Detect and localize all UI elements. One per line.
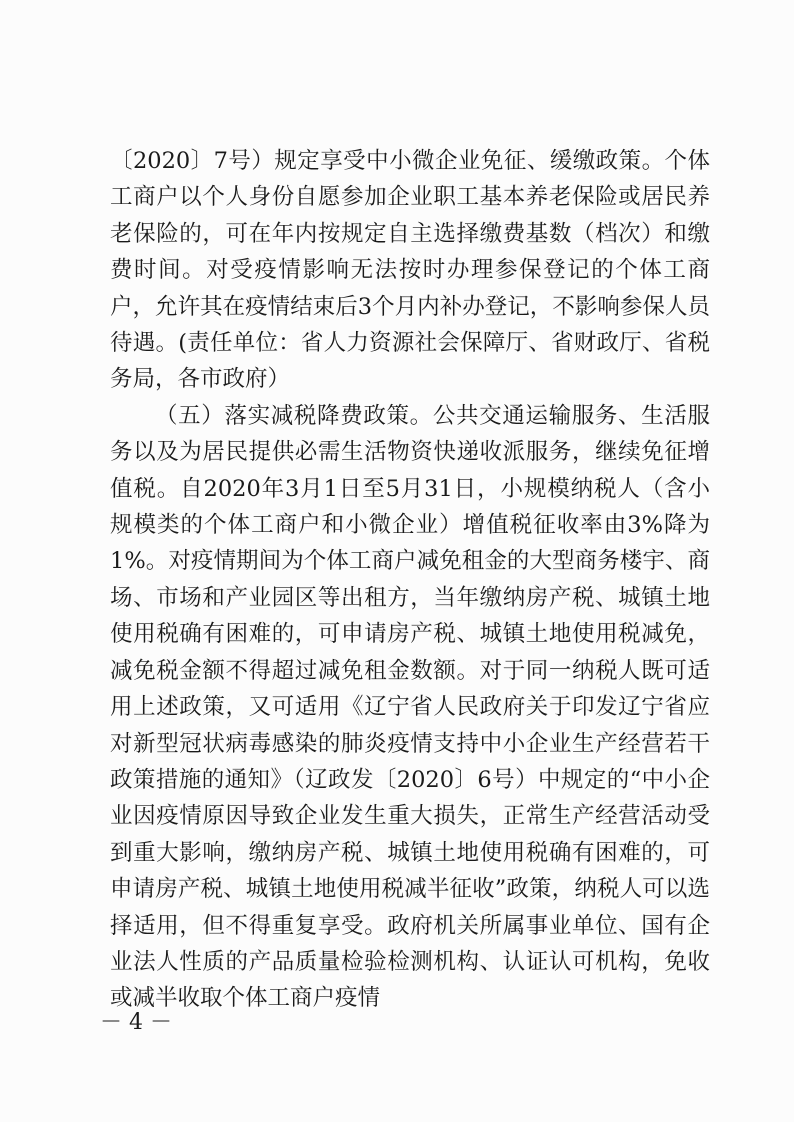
body-text	[110, 143, 710, 1017]
page-number: － 4 －	[100, 1010, 172, 1035]
paragraph-2: （五）落实减税降费政策。公共交通运输服务、生活服务以及为居民提供必需生活物资快递收派服务，继续免征增值税。自2020年3月1日至5月31日，小规模纳税人（含小规模类的个体工商户和小微企业）增值税征收率由3%降为1%。对疫情期间为个体工商户减免租金的大型商务楼宇、商场、市场和产业园区等出租方，当年缴纳房产税、城镇土地使用税确有困难的，可申请房产税、城镇土地使用税减免，减免税金额不得超过减免租金数额。对于同一纳税人既可适用上述政策，又可适用《辽宁省人民政府关于印发辽宁省应对新型冠状病毒感染的肺炎疫情支持中小企业生产经营若干政策措施的通知》（辽政发〔2020〕6号）中规定的“中小企业因疫情原因导致企业发生重大损失，正常生产经营活动受到重大影响，缴纳房产税、城镇土地使用税确有困难的，可申请房产税、城镇土地使用税减半征收”政策，纳税人可以选择适用，但不得重复享受。政府机关所属事业单位、国有企业法人性质的产品质量检验检测机构、认证认可机构，免收或减半收取个体工商户疫情	[110, 402, 710, 1012]
paragraph-1: 〔2020〕7号）规定享受中小微企业免征、缓缴政策。个体工商户以个人身份自愿参加企业职工基本养老保险或居民养老保险的，可在年内按规定自主选择缴费基数（档次）和缴费时间。对受疫情影响无法按时办理参保登记的个体工商户，允许其在疫情结束后3个月内补办登记，不影响参保人员待遇。(责任单位：省人力资源社会保障厅、省财政厅、省税务局，各市政府）	[110, 148, 710, 393]
